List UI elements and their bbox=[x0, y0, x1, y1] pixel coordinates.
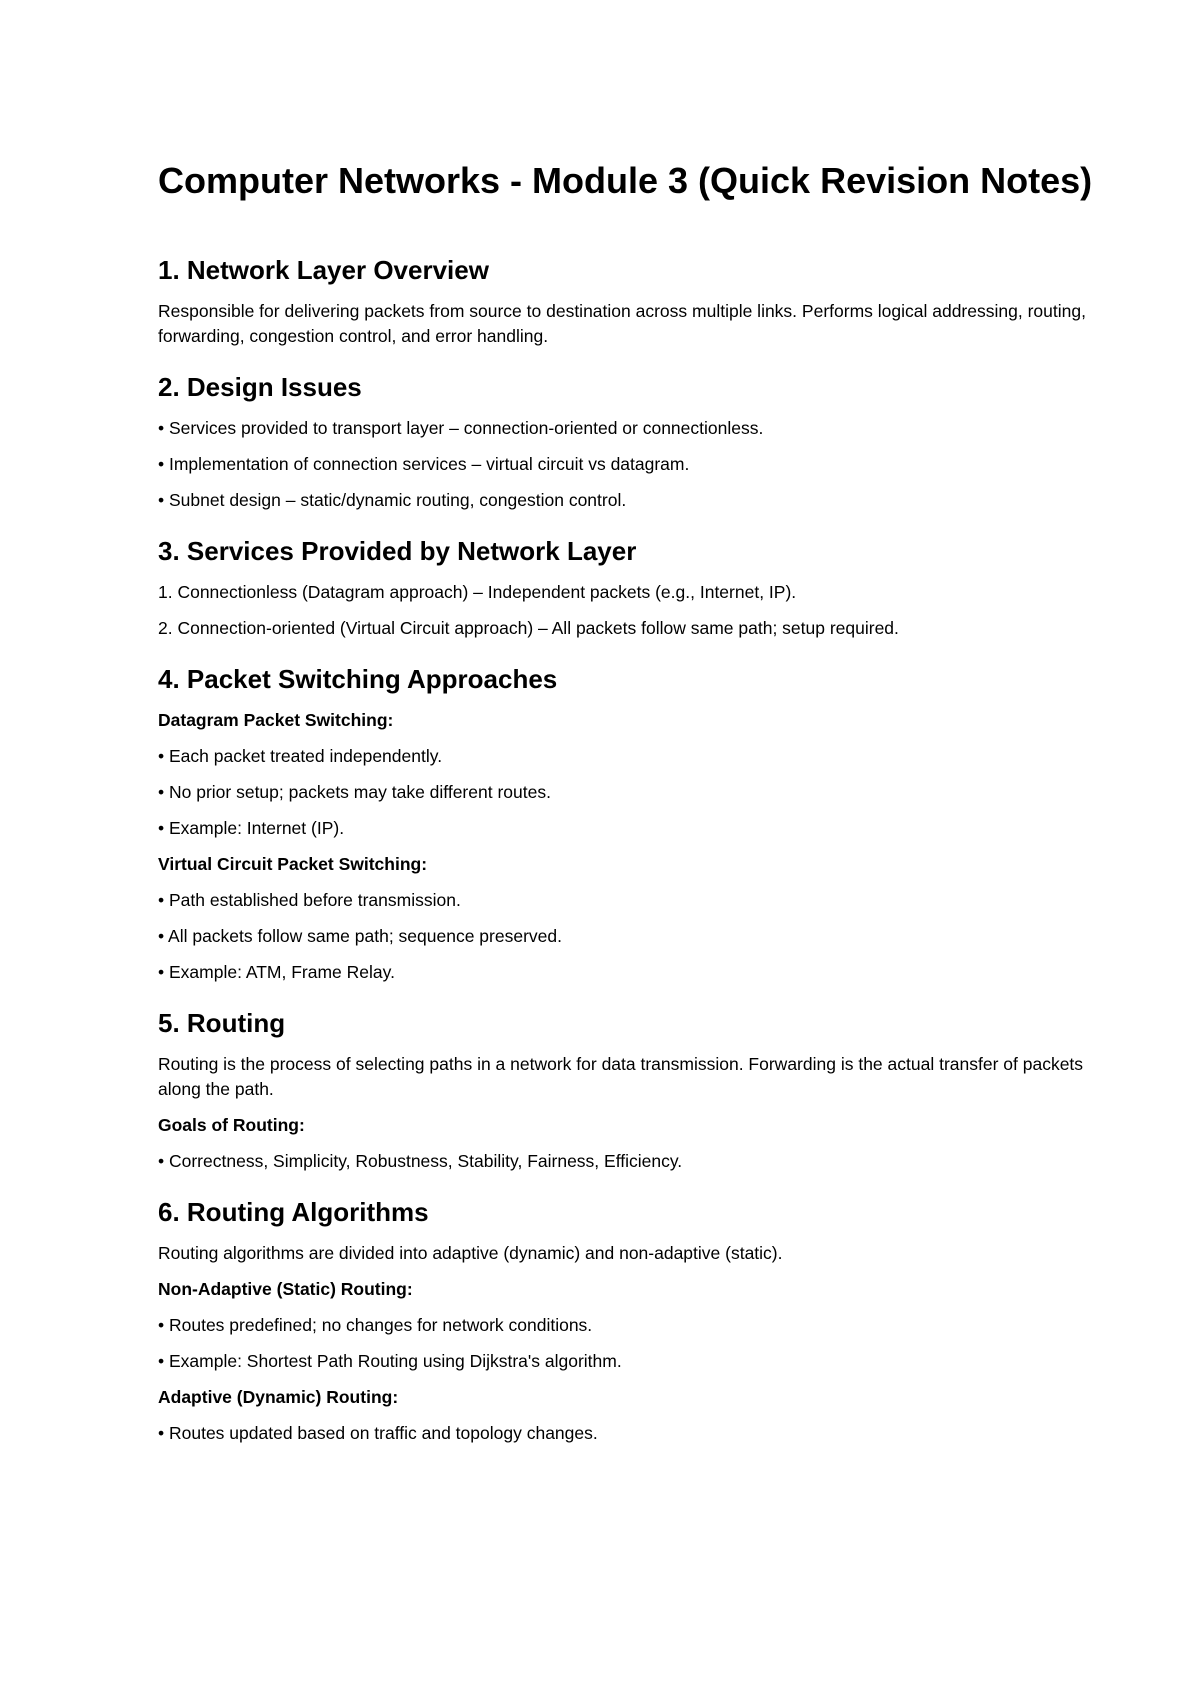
section-design-issues bbox=[158, 371, 1100, 513]
bullet-item: • Correctness, Simplicity, Robustness, Stability, Fairness, Efficiency. bbox=[158, 1151, 683, 1171]
static-routing-subheading: Non-Adaptive (Static) Routing: bbox=[158, 1279, 413, 1299]
section-paragraph: Responsible for delivering packets from source to destination across multiple links. Performs logical addressing, routing, forwarding, congestion control, and error handling. bbox=[158, 301, 1086, 346]
bullet-item: • Example: Shortest Path Routing using Dijkstra's algorithm. bbox=[158, 1351, 622, 1371]
section-heading: 5. Routing bbox=[158, 1008, 286, 1038]
bullet-item: • Example: ATM, Frame Relay. bbox=[158, 962, 395, 982]
virtual-circuit-subheading: Virtual Circuit Packet Switching: bbox=[158, 854, 428, 874]
section-paragraph: Routing algorithms are divided into adaptive (dynamic) and non-adaptive (static). bbox=[158, 1243, 783, 1263]
bullet-item: • Implementation of connection services – virtual circuit vs datagram. bbox=[158, 454, 690, 474]
bullet-item: • All packets follow same path; sequence preserved. bbox=[158, 926, 562, 946]
bullet-item: • Example: Internet (IP). bbox=[158, 818, 345, 838]
datagram-subheading: Datagram Packet Switching: bbox=[158, 710, 394, 730]
goals-subheading: Goals of Routing: bbox=[158, 1115, 305, 1135]
section-heading: 2. Design Issues bbox=[158, 372, 362, 402]
bullet-item: • No prior setup; packets may take different routes. bbox=[158, 782, 551, 802]
section-paragraph: Routing is the process of selecting paths in a network for data transmission. Forwarding is the actual transfer of packets along the path. bbox=[158, 1054, 1084, 1099]
section-heading: 4. Packet Switching Approaches bbox=[158, 664, 558, 694]
section-heading: 1. Network Layer Overview bbox=[158, 255, 489, 285]
dynamic-routing-subheading: Adaptive (Dynamic) Routing: bbox=[158, 1387, 399, 1407]
bullet-item: • Routes updated based on traffic and topology changes. bbox=[158, 1423, 598, 1443]
section-services-provided bbox=[158, 535, 1100, 641]
section-packet-switching bbox=[158, 663, 1100, 985]
document-title: Computer Networks - Module 3 (Quick Revision Notes) bbox=[158, 160, 1093, 201]
numbered-item: 1. Connectionless (Datagram approach) – Independent packets (e.g., Internet, IP). bbox=[158, 582, 797, 602]
section-heading: 3. Services Provided by Network Layer bbox=[158, 536, 637, 566]
bullet-item: • Each packet treated independently. bbox=[158, 746, 443, 766]
bullet-item: • Path established before transmission. bbox=[158, 890, 461, 910]
section-network-layer-overview bbox=[158, 254, 1100, 349]
numbered-item: 2. Connection-oriented (Virtual Circuit approach) – All packets follow same path; setup required. bbox=[158, 618, 899, 638]
bullet-item: • Subnet design – static/dynamic routing, congestion control. bbox=[158, 490, 627, 510]
bullet-item: • Routes predefined; no changes for network conditions. bbox=[158, 1315, 593, 1335]
section-heading: 6. Routing Algorithms bbox=[158, 1197, 429, 1227]
section-routing bbox=[158, 1007, 1100, 1174]
section-routing-algorithms bbox=[158, 1196, 1100, 1446]
bullet-item: • Services provided to transport layer – connection-oriented or connectionless. bbox=[158, 418, 764, 438]
